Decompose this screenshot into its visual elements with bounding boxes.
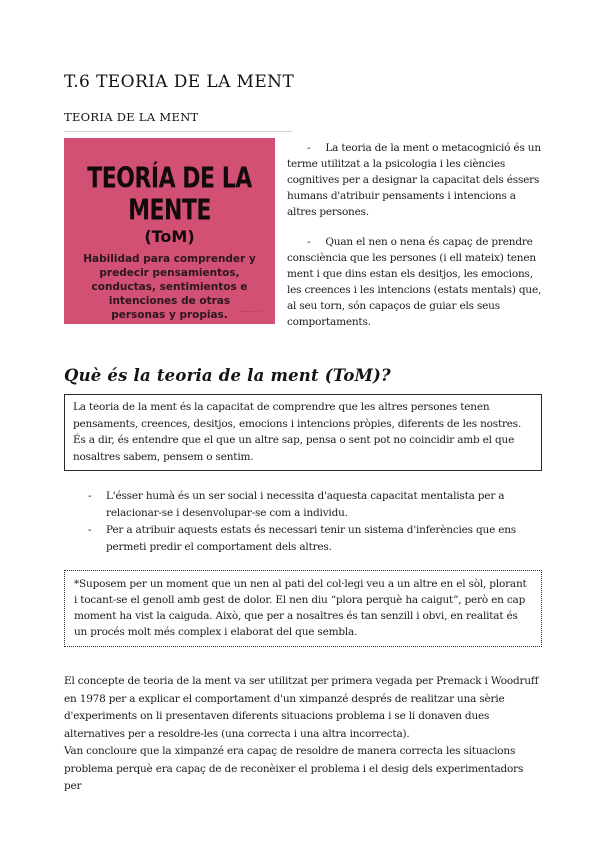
question-heading: Què és la teoria de la ment (ToM)? <box>64 366 391 385</box>
tom-image-acronym: (ToM) <box>144 227 195 246</box>
dash-bullet-marker: - <box>88 524 92 536</box>
intro-bullet-1 <box>287 140 542 220</box>
history-section <box>64 673 542 796</box>
dash-bullet-marker: - <box>307 236 311 248</box>
intro-text-column <box>287 138 542 344</box>
bullet-1-text: L'ésser humà és un ser social i necessita d'aquesta capacitat mentalista per a relacionar-se i desenvolupar-se com a individu. <box>106 490 505 519</box>
history-paragraph-1: El concepte de teoria de la ment va ser utilitzat per primera vegada per Premack i Woodruff en 1978 per a explicar el comportament d'un ximpanzé després de realitzar una sèrie d'experiments on li presentaven diferents situacions problema i se li donaven dues alternatives per a resoldre-les (una correcta i una altra incorrecta). <box>64 675 539 740</box>
history-paragraph-2: Van concloure que la ximpanzé era capaç de resoldre de manera correcta les situacions problema perquè era capaç de de reconèixer el problema i el desig dels experimentadors per <box>64 745 524 792</box>
definition-box <box>64 394 542 471</box>
section-subtitle-underline <box>64 110 292 132</box>
tom-image-watermark: ·–·–·–·– <box>236 309 261 315</box>
list-item <box>88 522 524 555</box>
intro-bullet-2-text: Quan el nen o nena és capaç de prendre consciència que les persones (i ell mateix) tenen ment i que dins estan els desitjos, les emocions, les creences i les intencions (estats mentals) que, al seu torn, són capaços de guiar els seus comportaments. <box>287 236 542 328</box>
dash-bullet-marker: - <box>307 142 311 154</box>
tom-infographic-image <box>64 138 275 324</box>
bullet-list <box>64 488 524 555</box>
tom-image-title: TEORÍA DE LA MENTE <box>87 163 252 227</box>
page-title: T.6 TEORIA DE LA MENT <box>64 72 295 92</box>
tom-image-definition: Habilidad para comprender y predecir pensamientos, conductas, sentimientos e intenciones de otras personas y propias. <box>83 253 256 321</box>
section-subtitle: TEORIA DE LA MENT <box>64 110 199 124</box>
bullet-2-text: Per a atribuir aquests estats és necessari tenir un sistema d'inferències que ens permeti predir el comportament dels altres. <box>106 524 516 553</box>
example-text: *Suposem per un moment que un nen al pati del col·legi veu a un altre en el sòl, plorant i tocant-se el genoll amb gest de dolor. El nen diu “plora perquè ha caigut”, però en cap moment ha vist la caiguda. Això, que per a nosaltres és tan senzill i obvi, en realitat és un procés molt més complex i elaborat del que sembla. <box>74 578 527 638</box>
intro-row <box>64 138 542 344</box>
example-box <box>64 570 542 647</box>
intro-bullet-1-text: La teoria de la ment o metacognició és un terme utilitzat a la psicologia i les ciències cognitives per a designar la capacitat dels éssers humans d'atribuir pensaments i intencions a altres persones. <box>287 142 541 218</box>
list-item <box>88 488 524 521</box>
definition-text: La teoria de la ment és la capacitat de comprendre que les altres persones tenen pensaments, creences, desitjos, emocions i intencions pròpies, diferents de les nostres. És a dir, és entendre que el que un altre sap, pensa o sent pot no coincidir amb el que nosaltres sabem, pensem o sentim. <box>73 401 522 463</box>
dash-bullet-marker: - <box>88 490 92 502</box>
intro-bullet-2 <box>287 234 542 330</box>
